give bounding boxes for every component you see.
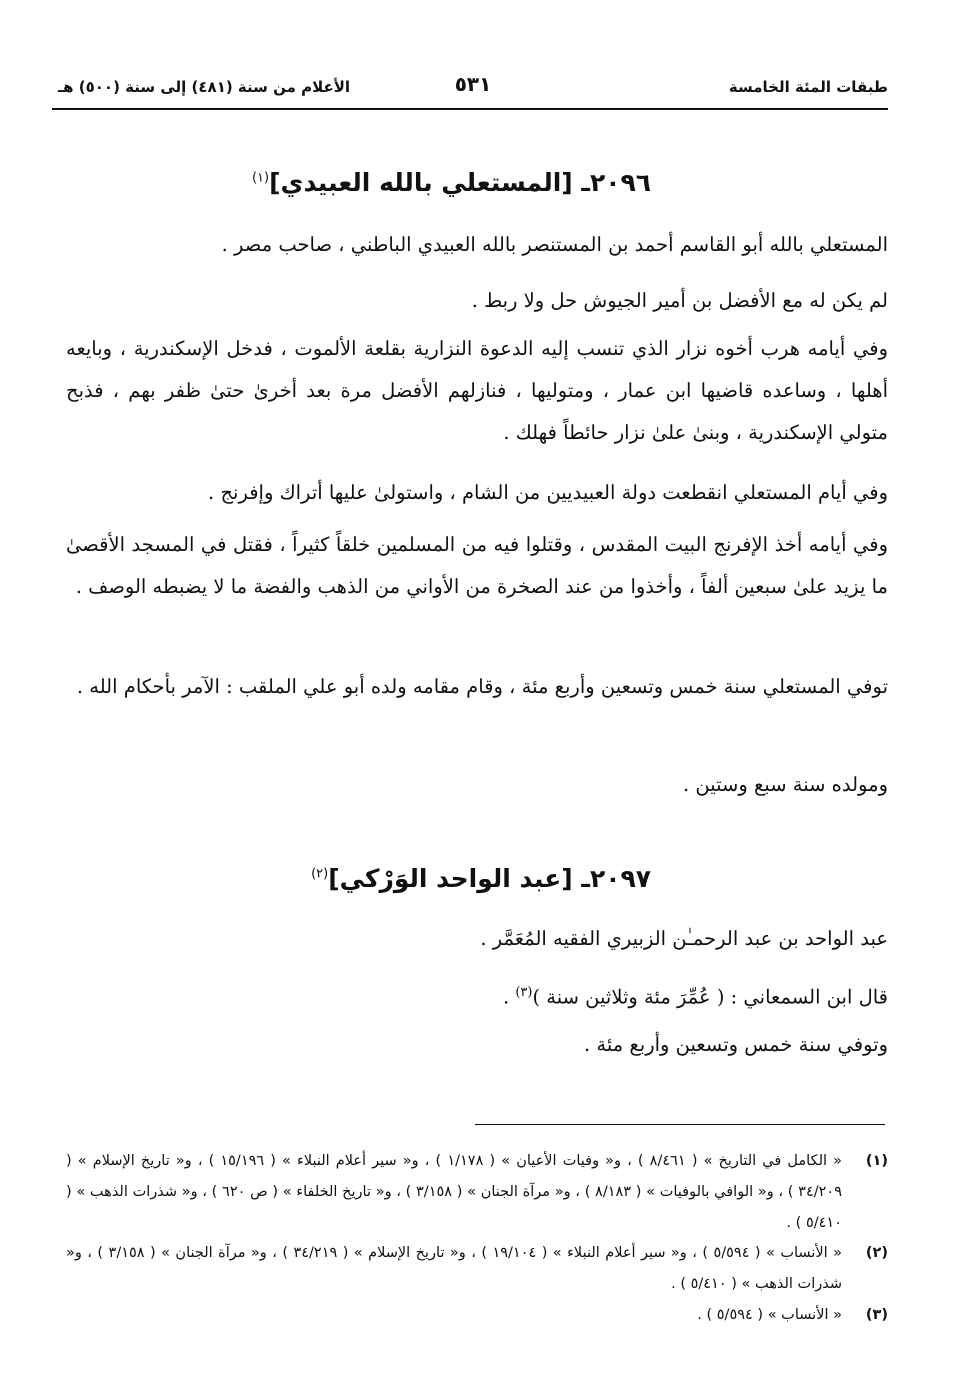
entry-2097-paragraph: عبد الواحد بن عبد الرحمـٰن الزبيري الفقيه المُعَمَّر .: [480, 927, 888, 950]
footnote-number: (١): [865, 1153, 888, 1169]
entry-2096-paragraph: وفي أيامه أخذ الإفرنج البيت المقدس ، وقتلوا فيه من المسلمين خلقاً كثيراً ، فقتل في المسجد الأقصىٰ ما يزيد علىٰ سبعين ألفاً ، وأخذوا من عند الصخرة من الأواني من الذهب والفضة ما لا يضبطه الوصف .: [66, 533, 888, 598]
footnote-text: « الأنساب » ( ٥/٥٩٤ ) .: [697, 1307, 842, 1323]
entry-title-2096: [252, 168, 651, 197]
quote-text: قال ابن السمعاني : ( عُمِّرَ مئة وثلاثين سنة ): [532, 985, 888, 1009]
footnote-3: [66, 1300, 888, 1331]
footnote-number: (٢): [865, 1245, 888, 1261]
footnote-number: (٣): [865, 1307, 888, 1323]
entry-2096-paragraph: وفي أيامه هرب أخوه نزار الذي تنسب إليه الدعوة النزارية بقلعة الألموت ، فدخل الإسكندرية ، وبايعه أهلها ، وساعده قاضيها ابن عمار ، ومتوليها ، فنازلهم الأفضل مرة بعد أخرىٰ حتىٰ ظفر بهم ، فذبح متولي الإسكندرية ، وبنىٰ علىٰ نزار حائطاً فهلك .: [66, 337, 888, 444]
footnote-ref-2[interactable]: (٢): [311, 866, 329, 882]
entry-2097-paragraph: وتوفي سنة خمس وتسعين وأربع مئة .: [584, 1033, 888, 1056]
footnote-1: [66, 1146, 888, 1239]
quote-tail: .: [502, 985, 516, 1009]
page-number: ٥٣١: [454, 72, 492, 96]
entry-title-text: ٢٠٩٧ـ [عبد الواحد الوَرْكي]: [328, 864, 651, 893]
entry-title-2097: [311, 864, 651, 893]
footnote-2: [66, 1238, 888, 1300]
entry-2096-paragraph: وفي أيام المستعلي انقطعت دولة العبيديين من الشام ، واستولىٰ عليها أتراك وإفرنج .: [208, 481, 888, 504]
footnote-ref-3[interactable]: (٣): [515, 985, 533, 1000]
entry-2097-paragraph: [66, 972, 888, 1019]
entry-2096-paragraph: توفي المستعلي سنة خمس وتسعين وأربع مئة ، وقام مقامه ولده أبو علي الملقب : الآمر بأحكام الله .: [76, 675, 888, 698]
entry-2096-paragraph: ومولده سنة سبع وستين .: [683, 773, 888, 796]
header-period-range: الأعلام من سنة (٤٨١) إلى سنة (٥٠٠) هـ: [58, 78, 351, 96]
footnote-divider: [475, 1124, 885, 1125]
entry-2096-paragraph: المستعلي بالله أبو القاسم أحمد بن المستنصر بالله العبيدي الباطني ، صاحب مصر .: [221, 233, 888, 256]
entry-2096-paragraph: لم يكن له مع الأفضل بن أمير الجيوش حل ولا ربط .: [471, 289, 888, 312]
footnote-text: « الكامل في التاريخ » ( ٨/٤٦١ ) ، و« وفيات الأعيان » ( ١/١٧٨ ) ، و« سير أعلام النبلاء » ( ١٥/١٩٦ ) ، و« تاريخ الإسلام » ( ٣٤/٢٠٩ ) ، و« الوافي بالوفيات » ( ٨/١٨٣ ) ، و« مرآة الجنان » ( ٣/١٥٨ ) ، و« تاريخ الخلفاء » ( ص ٦٢٠ ) ، و« شذرات الذهب » ( ٥/٤١٠ ) .: [66, 1153, 842, 1231]
running-header: [58, 70, 888, 100]
footnote-text: « الأنساب » ( ٥/٥٩٤ ) ، و« سير أعلام النبلاء » ( ١٩/١٠٤ ) ، و« تاريخ الإسلام » ( ٣٤/٢١٩ ) ، و« مرآة الجنان » ( ٣/١٥٨ ) ، و« شذرات الذهب » ( ٥/٤١٠ ) .: [66, 1245, 842, 1292]
header-divider: [52, 108, 888, 110]
header-section-title: طبقات المئة الخامسة: [728, 78, 888, 96]
entry-title-text: ٢٠٩٦ـ [المستعلي بالله العبيدي]: [269, 168, 651, 197]
footnote-ref-1[interactable]: (١): [251, 170, 270, 186]
